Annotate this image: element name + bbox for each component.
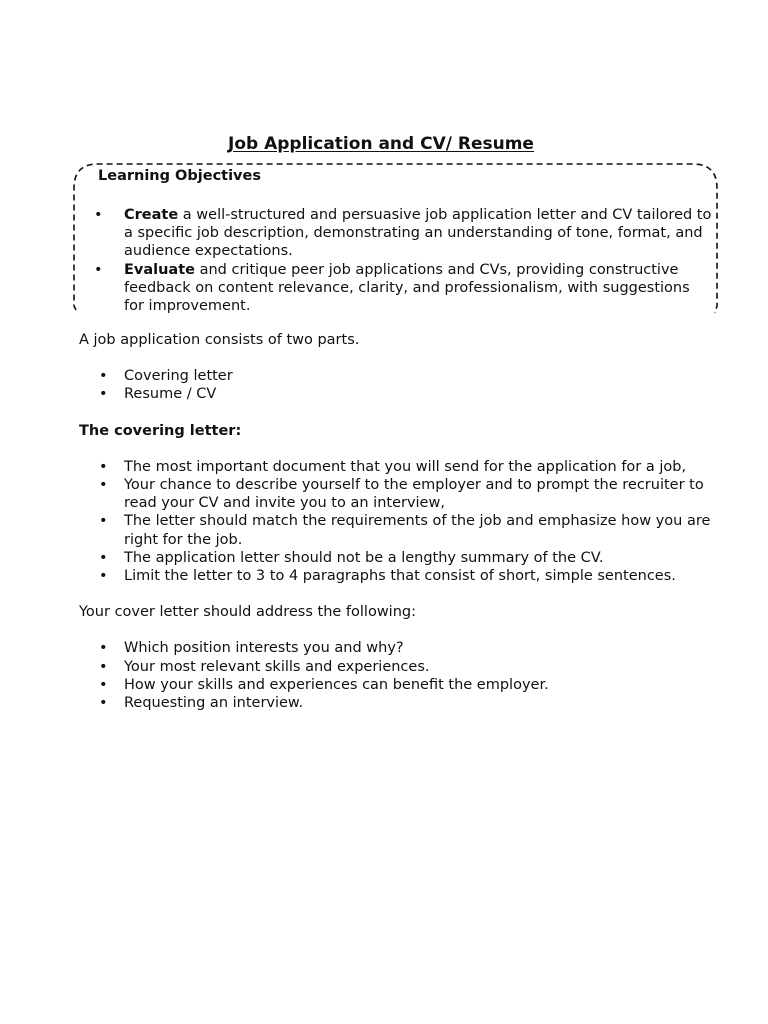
objective-text: a well-structured and persuasive job application letter and CV tailored to a specific job description, demonstrating an understanding of tone, format, and audience expectations. bbox=[124, 207, 712, 260]
covering-letter-heading: The covering letter: bbox=[79, 422, 242, 439]
objective-item bbox=[73, 261, 713, 316]
list-item: • Your most relevant skills and experiences. bbox=[79, 658, 729, 676]
learning-objectives-box bbox=[73, 163, 717, 313]
list-item: • Requesting an interview. bbox=[79, 694, 729, 712]
objectives-list bbox=[73, 206, 713, 315]
list-item: • The application letter should not be a lengthy summary of the CV. bbox=[79, 549, 729, 567]
list-item: • Resume / CV bbox=[79, 385, 729, 403]
objectives-heading: Learning Objectives bbox=[98, 168, 261, 184]
address-intro: Your cover letter should address the following: bbox=[79, 604, 416, 621]
covering-letter-list bbox=[79, 458, 729, 585]
address-list bbox=[79, 639, 729, 712]
parts-list bbox=[79, 367, 729, 403]
list-item: • Which position interests you and why? bbox=[79, 639, 729, 657]
list-item: • Covering letter bbox=[79, 367, 729, 385]
main-content bbox=[79, 331, 729, 712]
objective-text: and critique peer job applications and CVs, providing constructive feedback on content relevance, clarity, and professionalism, with suggestions for improvement. bbox=[124, 261, 690, 315]
list-item: • How your skills and experiences can benefit the employer. bbox=[79, 676, 729, 694]
list-item: • The letter should match the requirements of the job and emphasize how you are right for the job. bbox=[79, 512, 729, 548]
intro-text: A job application consists of two parts. bbox=[79, 332, 360, 348]
page-title: Job Application and CV/ Resume bbox=[228, 134, 534, 154]
objective-keyword: Evaluate bbox=[124, 261, 195, 278]
list-item: • The most important document that you will send for the application for a job, bbox=[79, 458, 729, 476]
objective-keyword: Create bbox=[124, 207, 179, 223]
objective-item bbox=[73, 206, 713, 261]
list-item: • Your chance to describe yourself to the employer and to prompt the recruiter to read your CV and invite you to an interview, bbox=[79, 476, 729, 512]
list-item: • Limit the letter to 3 to 4 paragraphs that consist of short, simple sentences. bbox=[79, 567, 729, 585]
